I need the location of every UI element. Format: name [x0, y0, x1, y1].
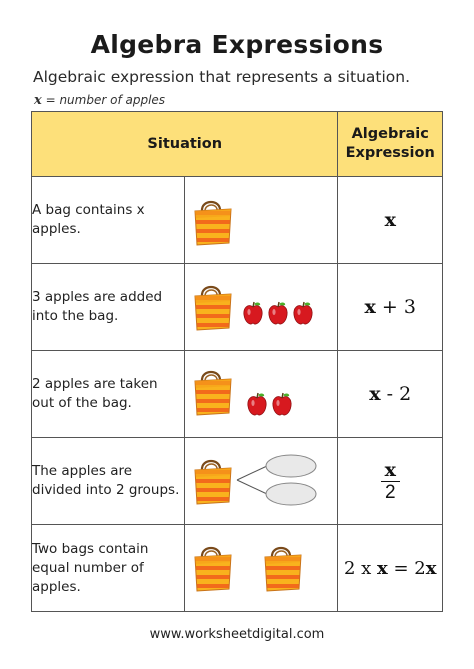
expression-rest: + 3 — [375, 296, 416, 318]
bag-icon — [195, 461, 231, 504]
bag-icon — [195, 548, 231, 591]
situation-illustration — [184, 438, 338, 525]
expression-text: x — [384, 209, 396, 231]
situation-text: The apples are divided into 2 groups. — [32, 438, 185, 525]
table-row — [32, 264, 443, 351]
expression-variable: x — [369, 383, 381, 405]
table-row — [32, 438, 443, 525]
header-situation: Situation — [32, 112, 338, 177]
bag-icon — [195, 372, 231, 415]
expression-variable: x — [425, 557, 437, 579]
fraction-denominator: 2 — [384, 481, 396, 503]
expression-part: = 2 — [387, 557, 426, 579]
fraction-numerator: x — [381, 459, 400, 482]
apple-icon — [273, 393, 291, 415]
apple-icon — [269, 302, 287, 324]
expression-part: 2 x — [343, 557, 378, 579]
footer-url: www.worksheetdigital.com — [149, 627, 325, 642]
situation-text: 2 apples are taken out of the bag. — [32, 351, 185, 438]
bag-icon — [185, 177, 337, 263]
situation-text: Two bags contain equal number of apples. — [32, 525, 185, 612]
divide-arrows-icon — [237, 466, 267, 494]
table-row — [32, 525, 443, 612]
variable-legend — [34, 93, 165, 108]
header-expression-line2: Expression — [345, 145, 435, 161]
expressions-table — [31, 111, 443, 612]
expression-cell — [338, 438, 443, 525]
expression-cell — [338, 351, 443, 438]
expression-variable: x — [364, 296, 376, 318]
group-circle-icon — [266, 483, 316, 505]
apple-icon — [294, 302, 312, 324]
situation-illustration — [184, 264, 338, 351]
expression-cell — [338, 177, 443, 264]
table-row — [32, 177, 443, 264]
worksheet-title: Algebra Expressions — [90, 30, 384, 59]
table-row — [32, 351, 443, 438]
expression-rest: - 2 — [380, 383, 412, 405]
header-expression — [338, 112, 443, 177]
fraction — [381, 459, 400, 504]
situation-illustration — [184, 351, 338, 438]
worksheet-subtitle: Algebraic expression that represents a situation. — [33, 68, 411, 86]
expression-cell — [338, 264, 443, 351]
situation-illustration — [184, 525, 338, 612]
expression-variable: x — [377, 557, 388, 579]
legend-meaning: = number of apples — [41, 93, 166, 107]
bag-icon — [265, 548, 301, 591]
header-expression-line1: Algebraic — [351, 126, 429, 142]
apple-icon — [244, 302, 262, 324]
apple-icon — [248, 393, 266, 415]
situation-text: A bag contains x apples. — [32, 177, 185, 264]
table-header-row — [32, 112, 443, 177]
situation-illustration — [184, 177, 338, 264]
group-circle-icon — [266, 455, 316, 477]
expression-cell — [338, 525, 443, 612]
situation-text: 3 apples are added into the bag. — [32, 264, 185, 351]
legend-variable: x — [34, 93, 42, 108]
bag-icon — [195, 287, 231, 330]
